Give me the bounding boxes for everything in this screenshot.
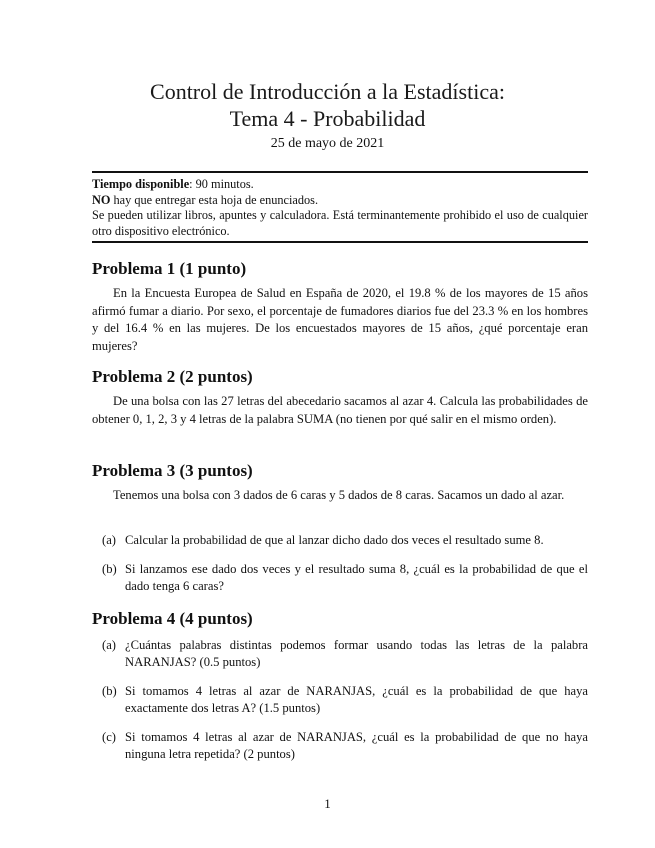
problem-3-statement: Tenemos una bolsa con 3 dados de 6 caras y 5 dados de 8 caras. Sacamos un dado al azar. (113, 488, 565, 502)
item-text: ¿Cuántas palabras distintas podemos formar usando todas las letras de la palabra NARANJAS? (0.5 puntos) (125, 638, 588, 669)
item-marker: (b) (102, 684, 117, 698)
document-title-line1: Control de Introducción a la Estadística: (150, 79, 505, 104)
document-date: 25 de mayo de 2021 (270, 136, 385, 151)
document-title-line2: Tema 4 - Probabilidad (229, 106, 426, 131)
item-marker: (a) (102, 638, 116, 652)
instructions-block (92, 177, 588, 239)
problem-4-item-c (92, 729, 588, 763)
problem-1-heading: Problema 1 (1 punto) (92, 259, 247, 278)
problem-3-heading: Problema 3 (3 puntos) (92, 461, 253, 480)
problem-4-heading: Problema 4 (4 puntos) (92, 609, 253, 628)
allowed-materials-text: Se pueden utilizar libros, apuntes y calculadora. Está terminantemente prohibido el uso de cualquier otro dispositivo electrónico. (92, 208, 588, 238)
no-submit-line (92, 193, 588, 209)
time-value: : 90 minutos. (189, 177, 254, 191)
item-text: Si lanzamos ese dado dos veces y el resultado suma 8, ¿cuál es la probabilidad de que el dado tenga 6 caras? (125, 562, 588, 593)
problem-3-item-a (92, 532, 588, 549)
problem-1-statement: En la Encuesta Europea de Salud en España de 2020, el 19.8 % de los mayores de 15 años afirmó fumar a diario. Por sexo, el porcentaje de fumadores diarios fue del 23.3 % en los hombres y del 16.4 % en las mujeres. De los encuestados mayores de 15 años, ¿qué porcentaje eran mujeres? (92, 286, 588, 353)
item-text: Si tomamos 4 letras al azar de NARANJAS, ¿cuál es la probabilidad de que no haya ninguna letra repetida? (2 puntos) (125, 730, 588, 761)
problem-3-items (92, 532, 588, 607)
item-marker: (b) (102, 562, 117, 576)
item-marker: (a) (102, 533, 116, 547)
problem-4-item-a (92, 637, 588, 671)
problem-2-statement: De una bolsa con las 27 letras del abecedario sacamos al azar 4. Calcula las probabilidades de obtener 0, 1, 2, 3 y 4 letras de la palabra SUMA (no tienen por qué salir en el mismo orden). (92, 394, 588, 426)
problem-2-heading: Problema 2 (2 puntos) (92, 367, 253, 386)
item-text: Calcular la probabilidad de que al lanzar dicho dado dos veces el resultado sume 8. (125, 533, 544, 547)
page-number: 1 (324, 796, 331, 811)
item-marker: (c) (102, 730, 116, 744)
item-text: Si tomamos 4 letras al azar de NARANJAS, ¿cuál es la probabilidad de que haya exactamente dos letras A? (1.5 puntos) (125, 684, 588, 715)
time-label: Tiempo disponible (92, 177, 190, 191)
no-label: NO (92, 192, 111, 207)
time-line (92, 177, 588, 193)
problem-3-item-b (92, 561, 588, 595)
bottom-rule-divider (92, 241, 588, 243)
no-submit-text: hay que entregar esta hoja de enunciados. (110, 192, 319, 207)
problem-4-items (92, 637, 588, 775)
problem-4-item-b (92, 683, 588, 717)
top-rule-divider (92, 171, 588, 173)
